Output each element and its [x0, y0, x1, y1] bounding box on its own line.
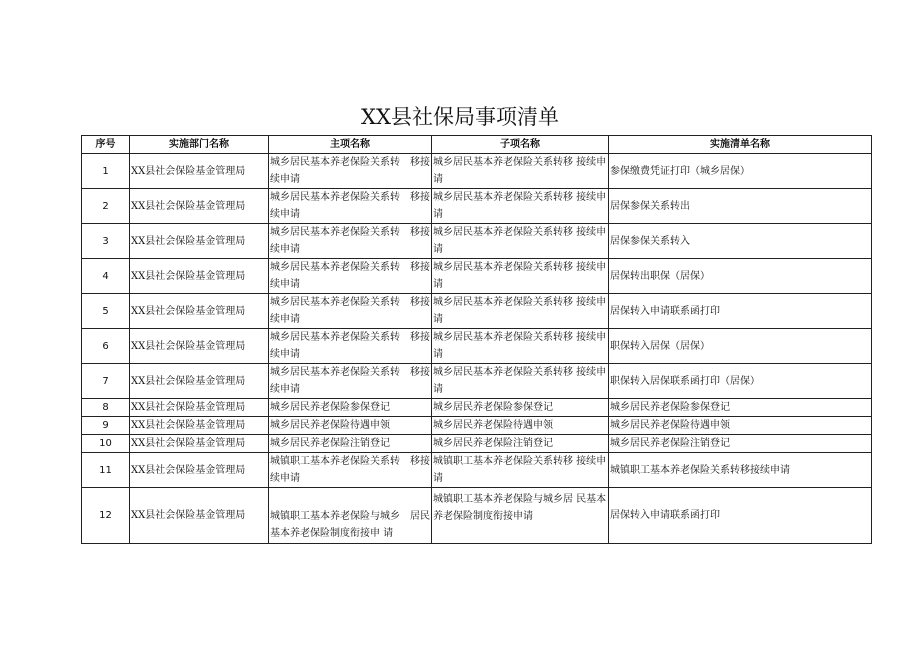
cell-dept: XX县社会保险基金管理局	[130, 329, 269, 364]
cell-sub-item: 城镇职工基本养老保险与城乡居 民基本养老保险制度衔接申请	[432, 488, 609, 544]
table-row	[82, 417, 872, 435]
cell-seq: 4	[82, 259, 130, 294]
cell-list-name: 居保转出职保（居保）	[609, 259, 872, 294]
cell-main-item: 城乡居民基本养老保险关系转 移接续申请	[269, 294, 432, 329]
service-list-table	[81, 135, 872, 544]
table-row	[82, 189, 872, 224]
cell-list-name: 职保转入居保联系函打印（居保）	[609, 364, 872, 399]
cell-sub-item: 城乡居民养老保险参保登记	[432, 399, 609, 417]
cell-main-item: 城乡居民养老保险注销登记	[269, 435, 432, 453]
cell-main-item: 城乡居民基本养老保险关系转 移接续申请	[269, 154, 432, 189]
cell-main-item: 城乡居民基本养老保险关系转 移接续申请	[269, 329, 432, 364]
column-header-dept: 实施部门名称	[130, 136, 269, 154]
cell-dept: XX县社会保险基金管理局	[130, 154, 269, 189]
cell-dept: XX县社会保险基金管理局	[130, 453, 269, 488]
table-row	[82, 329, 872, 364]
document-title: XX县社保局事项清单	[361, 105, 559, 129]
cell-sub-item: 城乡居民基本养老保险关系转移 接续申请	[432, 329, 609, 364]
cell-sub-item: 城乡居民养老保险待遇申领	[432, 417, 609, 435]
cell-seq: 9	[82, 417, 130, 435]
table-header-row	[82, 136, 872, 154]
column-header-sub-item: 子项名称	[432, 136, 609, 154]
table-row	[82, 488, 872, 544]
cell-sub-item: 城镇职工基本养老保险关系转移 接续申请	[432, 453, 609, 488]
cell-sub-item: 城乡居民基本养老保险关系转移 接续申请	[432, 364, 609, 399]
cell-seq: 5	[82, 294, 130, 329]
cell-list-name: 居保转入申请联系函打印	[609, 294, 872, 329]
cell-sub-item: 城乡居民基本养老保险关系转移 接续申请	[432, 294, 609, 329]
cell-seq: 6	[82, 329, 130, 364]
cell-seq: 1	[82, 154, 130, 189]
cell-seq: 3	[82, 224, 130, 259]
cell-list-name: 居保参保关系转入	[609, 224, 872, 259]
table-row	[82, 224, 872, 259]
table-row	[82, 453, 872, 488]
column-header-main-item: 主项名称	[269, 136, 432, 154]
cell-main-item: 城乡居民基本养老保险关系转 移接续申请	[269, 224, 432, 259]
cell-main-item: 城乡居民基本养老保险关系转 移接续申请	[269, 364, 432, 399]
cell-seq: 12	[82, 488, 130, 544]
cell-sub-item: 城乡居民基本养老保险关系转移 接续申请	[432, 189, 609, 224]
cell-dept: XX县社会保险基金管理局	[130, 417, 269, 435]
cell-seq: 2	[82, 189, 130, 224]
table-row	[82, 435, 872, 453]
cell-sub-item: 城乡居民基本养老保险关系转移 接续申请	[432, 224, 609, 259]
cell-dept: XX县社会保险基金管理局	[130, 364, 269, 399]
cell-main-item: 城镇职工基本养老保险关系转 移接续申请	[269, 453, 432, 488]
cell-list-name: 职保转入居保（居保）	[609, 329, 872, 364]
cell-dept: XX县社会保险基金管理局	[130, 259, 269, 294]
cell-seq: 11	[82, 453, 130, 488]
table-row	[82, 364, 872, 399]
table-row	[82, 259, 872, 294]
cell-dept: XX县社会保险基金管理局	[130, 399, 269, 417]
table-row	[82, 154, 872, 189]
cell-main-item: 城乡居民养老保险参保登记	[269, 399, 432, 417]
cell-sub-item: 城乡居民基本养老保险关系转移 接续申请	[432, 259, 609, 294]
cell-list-name: 城镇职工基本养老保险关系转移接续申请	[609, 453, 872, 488]
cell-dept: XX县社会保险基金管理局	[130, 488, 269, 544]
column-header-list-name: 实施清单名称	[609, 136, 872, 154]
cell-seq: 8	[82, 399, 130, 417]
cell-dept: XX县社会保险基金管理局	[130, 189, 269, 224]
cell-main-item: 城镇职工基本养老保险与城乡 居民基本养老保险制度衔接申 请	[269, 488, 432, 544]
cell-list-name: 参保缴费凭证打印（城乡居保）	[609, 154, 872, 189]
table-row	[82, 294, 872, 329]
cell-dept: XX县社会保险基金管理局	[130, 294, 269, 329]
cell-main-item: 城乡居民基本养老保险关系转 移接续申请	[269, 189, 432, 224]
cell-sub-item: 城乡居民基本养老保险关系转移 接续申请	[432, 154, 609, 189]
cell-list-name: 城乡居民养老保险注销登记	[609, 435, 872, 453]
cell-list-name: 城乡居民养老保险待遇申领	[609, 417, 872, 435]
cell-main-item: 城乡居民养老保险待遇申领	[269, 417, 432, 435]
cell-main-item: 城乡居民基本养老保险关系转 移接续申请	[269, 259, 432, 294]
cell-seq: 7	[82, 364, 130, 399]
column-header-seq: 序号	[82, 136, 130, 154]
cell-seq: 10	[82, 435, 130, 453]
cell-sub-item: 城乡居民养老保险注销登记	[432, 435, 609, 453]
cell-dept: XX县社会保险基金管理局	[130, 224, 269, 259]
cell-list-name: 居保转入申请联系函打印	[609, 488, 872, 544]
table-row	[82, 399, 872, 417]
cell-list-name: 城乡居民养老保险参保登记	[609, 399, 872, 417]
cell-list-name: 居保参保关系转出	[609, 189, 872, 224]
cell-dept: XX县社会保险基金管理局	[130, 435, 269, 453]
